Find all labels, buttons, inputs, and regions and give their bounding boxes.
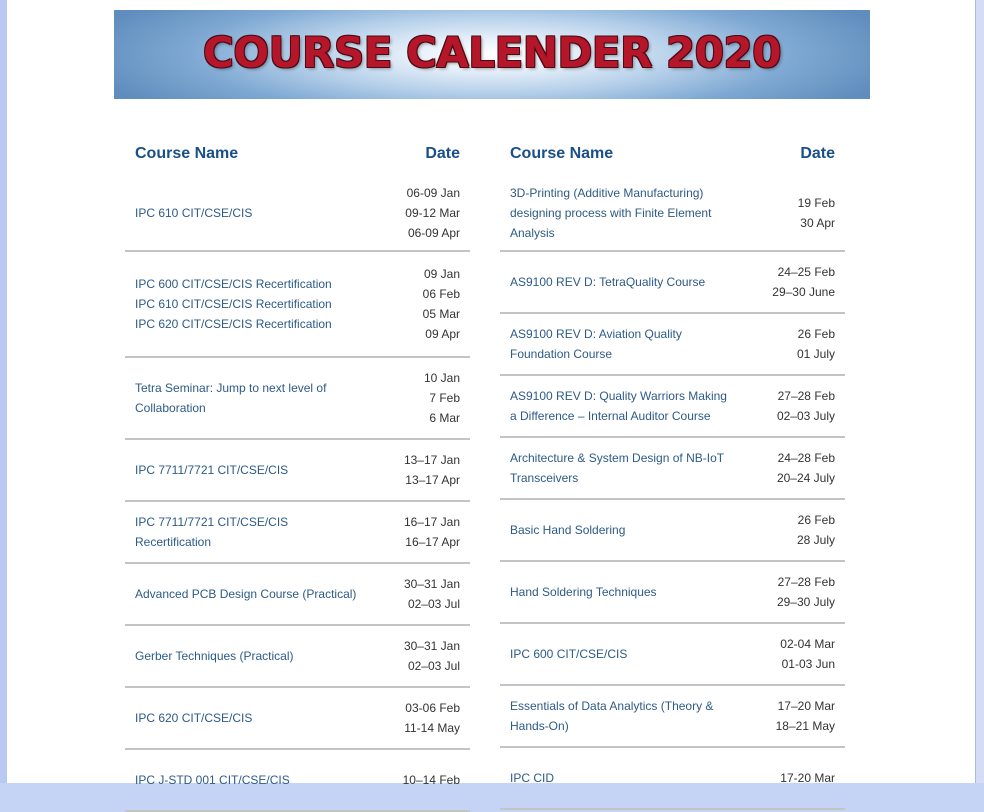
course-name[interactable] [510, 183, 725, 243]
course-dates [777, 448, 835, 488]
course-date: 01-03 Jun [781, 657, 835, 671]
course-name[interactable] [135, 770, 290, 790]
course-name-line: AS9100 REV D: Aviation Quality Foundation Course [510, 327, 682, 361]
course-name[interactable] [135, 584, 356, 604]
course-name-line: IPC 7711/7721 CIT/CSE/CIS [135, 463, 289, 477]
course-date: 16–17 Apr [405, 535, 460, 549]
course-dates [404, 574, 460, 614]
course-dates [797, 324, 835, 364]
table-header [125, 132, 470, 176]
course-name-header: Course Name [510, 145, 614, 162]
course-dates [404, 450, 460, 490]
course-dates [404, 698, 460, 738]
table-header [500, 132, 845, 176]
course-date: 13–17 Apr [405, 473, 460, 487]
course-date: 24–25 Feb [777, 265, 835, 279]
course-dates [772, 262, 835, 302]
banner-title: COURSE CALENDER 2020 [203, 28, 781, 77]
course-name[interactable] [135, 708, 252, 728]
course-name-line: IPC 610 CIT/CSE/CIS Recertification [135, 297, 332, 311]
course-date: 16–17 Jan [403, 515, 460, 529]
course-dates [404, 636, 460, 676]
course-name[interactable] [510, 644, 627, 664]
course-row [500, 438, 845, 500]
course-row [500, 176, 845, 252]
course-name-line: IPC 620 CIT/CSE/CIS [135, 711, 253, 725]
course-date: 10 Jan [423, 371, 460, 385]
course-name[interactable] [510, 386, 735, 426]
course-dates [404, 512, 460, 552]
course-name-line: AS9100 REV D: TetraQuality Course [510, 275, 706, 289]
course-name-line: IPC J-STD 001 CIT/CSE/CIS [135, 773, 290, 787]
course-name-line: Architecture & System Design of NB-IoT Transceivers [510, 451, 724, 485]
course-row [500, 624, 845, 686]
course-date: 06-09 Jan [406, 186, 460, 200]
course-name-line: Hand Soldering Techniques [510, 585, 657, 599]
course-row [500, 562, 845, 624]
course-name-line: Basic Hand Soldering [510, 523, 626, 537]
course-date: 02–03 Jul [407, 659, 460, 673]
course-row [125, 502, 470, 564]
course-row [125, 176, 470, 252]
course-row [500, 748, 845, 810]
course-calendar-banner [114, 10, 870, 99]
course-row [125, 358, 470, 440]
course-date: 09 Jan [423, 267, 460, 281]
course-date: 6 Mar [429, 411, 460, 425]
course-dates [405, 183, 460, 243]
course-date: 05 Mar [422, 307, 460, 321]
course-date: 10–14 Feb [402, 773, 460, 787]
course-row [125, 750, 470, 812]
course-date: 02–03 July [776, 409, 835, 423]
course-dates [780, 768, 835, 788]
course-date: 29–30 June [772, 285, 835, 299]
course-table-left [125, 132, 470, 812]
course-row [500, 252, 845, 314]
course-date: 27–28 Feb [777, 575, 835, 589]
course-row [125, 564, 470, 626]
course-dates [424, 368, 460, 428]
page-left-border [0, 0, 7, 783]
course-date: 27–28 Feb [777, 389, 835, 403]
course-name[interactable] [510, 448, 735, 488]
course-date: 24–28 Feb [777, 451, 835, 465]
course-table-right [500, 132, 845, 810]
course-dates [777, 386, 835, 426]
date-header: Date [800, 145, 835, 162]
course-dates [780, 634, 835, 674]
course-date: 26 Feb [797, 327, 835, 341]
course-row [500, 686, 845, 748]
course-row [500, 376, 845, 438]
course-name[interactable] [510, 520, 625, 540]
course-name-line: Advanced PCB Design Course (Practical) [135, 587, 357, 601]
course-date: 30–31 Jan [403, 639, 460, 653]
course-name[interactable] [135, 203, 252, 223]
course-date: 20–24 July [776, 471, 835, 485]
course-date: 03-06 Feb [405, 701, 460, 715]
course-date: 09 Apr [425, 327, 460, 341]
course-name-line: IPC CID [510, 771, 555, 785]
course-date: 26 Feb [797, 513, 835, 527]
course-name[interactable] [510, 324, 700, 364]
course-name[interactable] [135, 378, 360, 418]
course-row [500, 500, 845, 562]
course-date: 02-04 Mar [780, 637, 835, 651]
course-date: 18–21 May [775, 719, 835, 733]
course-name-line: IPC 610 CIT/CSE/CIS [135, 206, 253, 220]
course-date: 17-20 Mar [780, 771, 835, 785]
course-name[interactable] [510, 272, 705, 292]
course-row [125, 440, 470, 502]
course-name[interactable] [510, 696, 720, 736]
course-date: 29–30 July [776, 595, 835, 609]
course-name[interactable] [135, 512, 360, 552]
course-row [125, 688, 470, 750]
course-name[interactable] [135, 274, 332, 334]
course-date: 09-12 Mar [405, 206, 460, 220]
course-dates [403, 770, 460, 790]
course-name[interactable] [135, 646, 294, 666]
date-header: Date [425, 145, 460, 162]
course-name-header: Course Name [135, 145, 239, 162]
course-date: 02–03 Jul [407, 597, 460, 611]
course-name-line: AS9100 REV D: Quality Warriors Making a Difference – Internal Auditor Course [510, 389, 727, 423]
course-date: 13–17 Jan [403, 453, 460, 467]
course-dates [797, 510, 835, 550]
course-name-line: IPC 7711/7721 CIT/CSE/CIS Recertification [135, 515, 289, 549]
course-dates [777, 572, 835, 612]
course-dates [798, 193, 835, 233]
course-name-line: IPC 620 CIT/CSE/CIS Recertification [135, 317, 332, 331]
course-date: 30–31 Jan [403, 577, 460, 591]
course-name[interactable] [510, 768, 554, 788]
course-date: 19 Feb [797, 196, 835, 210]
course-date: 01 July [796, 347, 835, 361]
course-date: 30 Apr [800, 216, 835, 230]
course-row [125, 626, 470, 688]
vertical-scrollbar[interactable] [975, 0, 984, 783]
course-name-line: 3D-Printing (Additive Manufacturing) designing process with Finite Element Analysis [510, 186, 712, 240]
course-name-line: Essentials of Data Analytics (Theory & Hands-On) [510, 699, 714, 733]
course-name[interactable] [510, 582, 657, 602]
course-row [500, 314, 845, 376]
course-date: 17–20 Mar [777, 699, 835, 713]
course-dates [423, 264, 460, 344]
course-name-line: IPC 600 CIT/CSE/CIS Recertification [135, 277, 332, 291]
course-name-line: Tetra Seminar: Jump to next level of Collaboration [135, 381, 327, 415]
course-date: 28 July [796, 533, 835, 547]
course-name-line: Gerber Techniques (Practical) [135, 649, 294, 663]
course-date: 11-14 May [404, 721, 460, 735]
course-row [125, 252, 470, 358]
course-date: 06-09 Apr [407, 226, 460, 240]
course-dates [776, 696, 835, 736]
course-date: 7 Feb [429, 391, 460, 405]
course-name-line: IPC 600 CIT/CSE/CIS [510, 647, 628, 661]
course-date: 06 Feb [422, 287, 460, 301]
course-name[interactable] [135, 460, 288, 480]
